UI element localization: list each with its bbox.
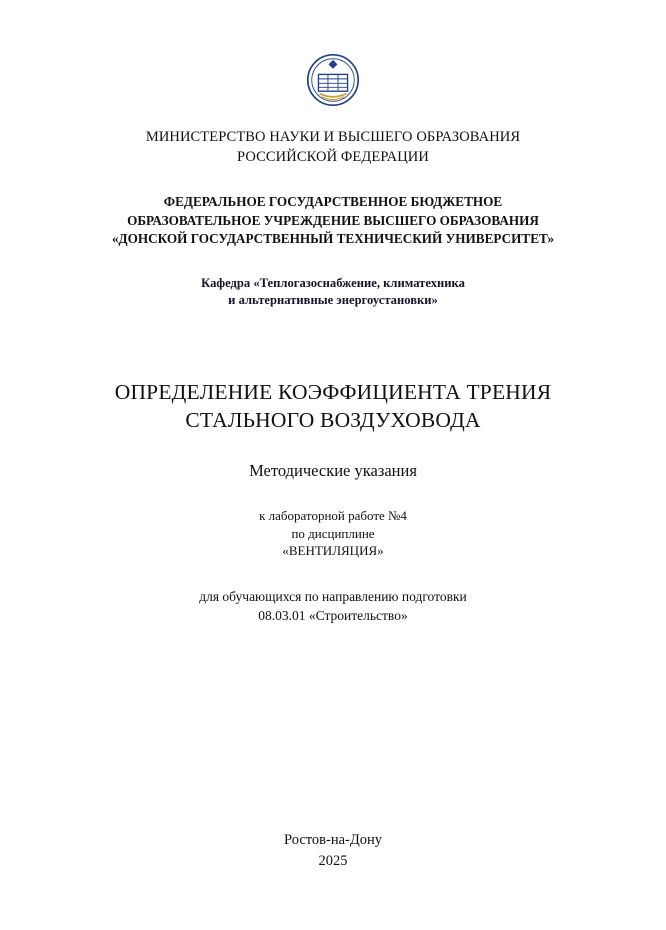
institution-line-3: «ДОНСКОЙ ГОСУДАРСТВЕННЫЙ ТЕХНИЧЕСКИЙ УНИВЕРСИТЕТ» <box>111 231 555 247</box>
work-info-line-2: по дисциплине <box>291 525 375 541</box>
institution-heading <box>0 193 666 248</box>
work-info-line-3: «ВЕНТИЛЯЦИЯ» <box>282 543 384 559</box>
logo-container <box>0 0 666 108</box>
dstu-emblem-icon <box>305 52 361 108</box>
ministry-line-2: РОССИЙСКОЙ ФЕДЕРАЦИИ <box>237 148 429 165</box>
footer-city: Ростов-на-Дону <box>284 831 382 848</box>
department-line-2: и альтернативные энергоустановки» <box>228 293 438 308</box>
ministry-heading <box>0 128 666 167</box>
footer-year: 2025 <box>318 852 348 869</box>
page-subtitle: Методические указания <box>249 460 417 480</box>
institution-line-1: ФЕДЕРАЛЬНОЕ ГОСУДАРСТВЕННОЕ БЮДЖЕТНОЕ <box>163 194 503 210</box>
page-title-line-1: ОПРЕДЕЛЕНИЕ КОЭФФИЦИЕНТА ТРЕНИЯ <box>114 379 552 404</box>
work-info-line-1: к лабораторной работе №4 <box>259 507 407 523</box>
ministry-line-1: МИНИСТЕРСТВО НАУКИ И ВЫСШЕГО ОБРАЗОВАНИЯ <box>145 129 521 145</box>
work-info <box>0 507 666 561</box>
page-footer <box>0 830 666 872</box>
audience-line-1: для обучающихся по направлению подготовки <box>199 589 467 605</box>
institution-line-2: ОБРАЗОВАТЕЛЬНОЕ УЧРЕЖДЕНИЕ ВЫСШЕГО ОБРАЗОВАНИЯ <box>127 212 539 228</box>
audience-line-2: 08.03.01 «Строительство» <box>258 608 408 624</box>
page-title <box>0 378 666 435</box>
department-heading <box>0 275 666 310</box>
department-line-1: Кафедра «Теплогазоснабжение, климатехника <box>201 275 465 290</box>
audience-info <box>0 588 666 626</box>
page-title-line-2: СТАЛЬНОГО ВОЗДУХОВОДА <box>185 408 481 433</box>
